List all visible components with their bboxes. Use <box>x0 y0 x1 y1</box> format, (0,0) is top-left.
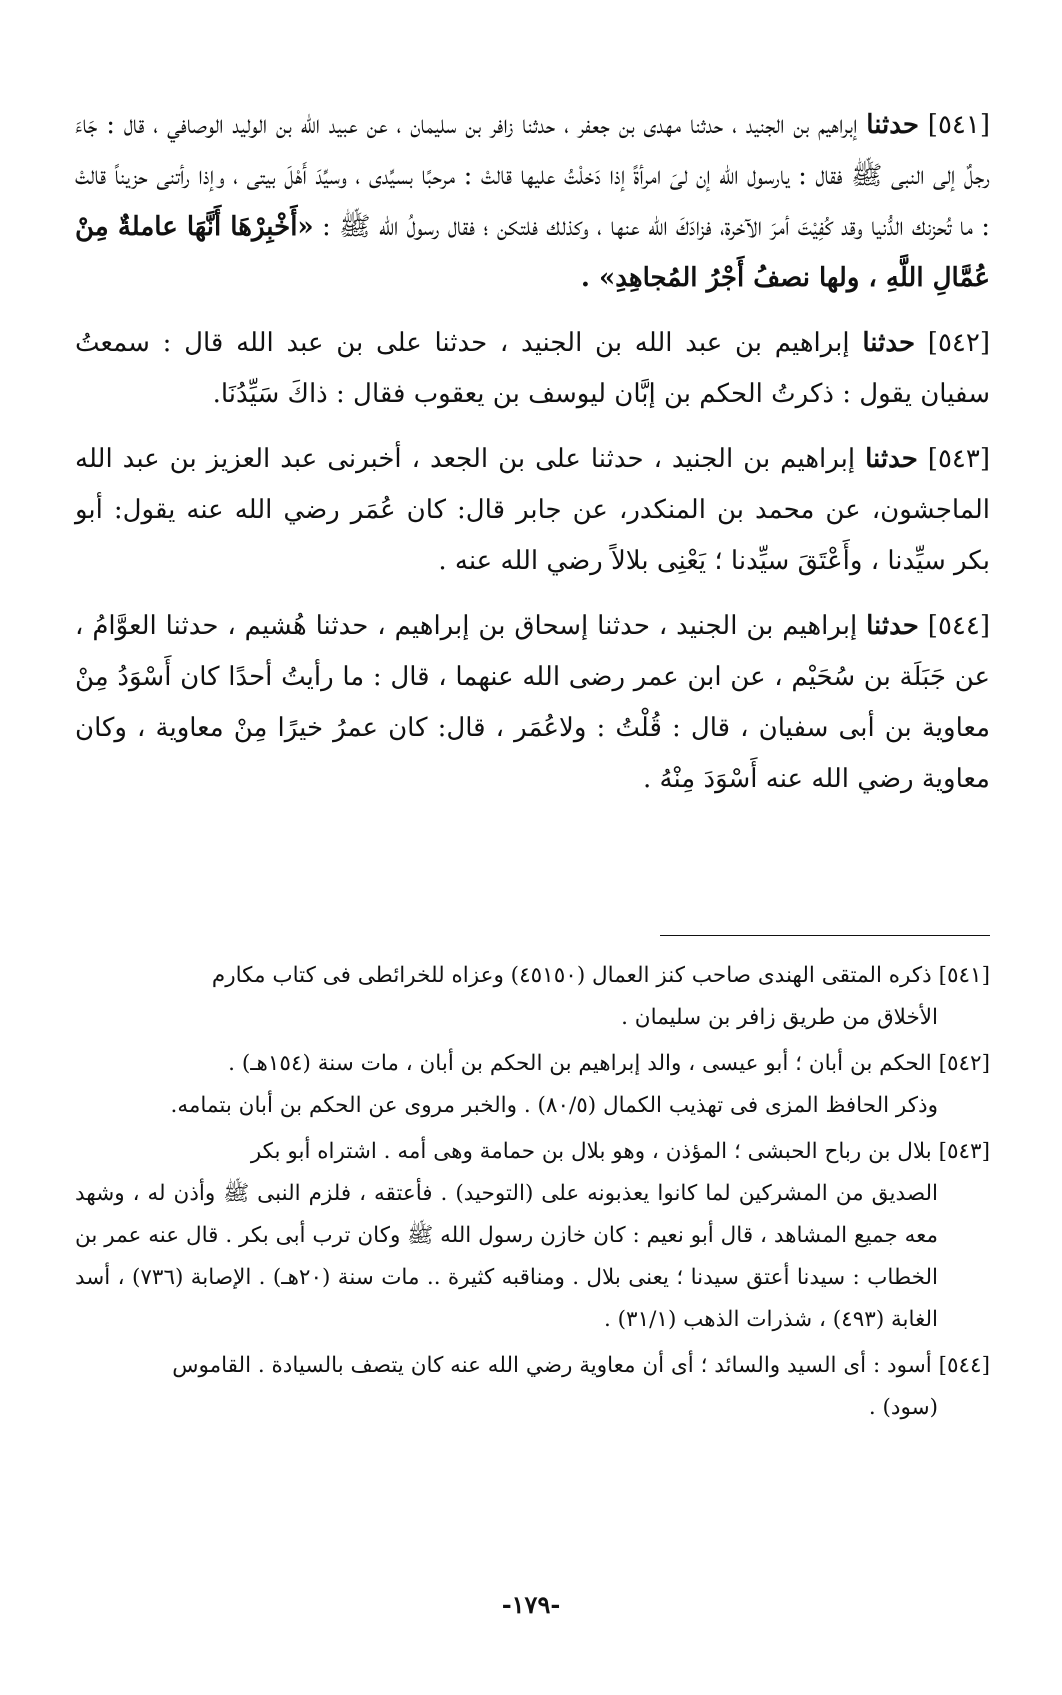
footnote-number: [٥٤٣] <box>938 1139 990 1164</box>
hadith-text: إبراهيم بن عبد الله بن الجنيد ، حدثنا على بن عبد الله قال : سمعتُ سفيان يقول : ذكرتُ الحكم بن إبَّان ليوسف بن يعقوب فقال : ذاكَ سَيِّدُنَا. <box>75 328 990 409</box>
footnote-continuation: وذكر الحافظ المزى فى تهذيب الكمال (٨٠/٥) . والخبر مروى عن الحكم بن أبان بتمامه. <box>170 1093 938 1118</box>
main-text <box>75 100 990 819</box>
hadith-opening: حدثنا <box>865 444 918 474</box>
hadith-number: [٥٤٢] <box>927 328 991 358</box>
hadith-number: [٥٤٣] <box>927 444 990 474</box>
hadith-opening: حدثنا <box>866 110 920 140</box>
footnote-541 <box>75 955 990 1039</box>
footnote-continuation: الأخلاق من طريق زافر بن سليمان . <box>621 1005 938 1030</box>
footnote-text: أسود : أى السيد والسائد ؛ أى أن معاوية رضي الله عنه كان يتصف بالسيادة . القاموس <box>172 1353 932 1378</box>
footnote-text: ذكره المتقى الهندى صاحب كنز العمال (٤٥١٥٠) وعزاه للخرائطى فى كتاب مكارم <box>211 963 932 988</box>
hadith-text: إبراهيم بن الجنيد ، حدثنا مهدى بن جعفر ، حدثنا زافر بن سليمان ، عن عبيد الله بن الوليد الوصافي ، قال : جَاءَ رجلٌ إلى النبى ﷺ فقال : يارسول الله إن لىَ امرأةً إذا دَخلْتُ عليها قالتْ : مرحبًا بسيِّدى ، وسيِّدَ أَهْلَ بيتى ، وإذا رأتنى حزيناً قالتْ : ما تُحزنك الدُّنيا وقد كُفِيْتَ أمرَ الآخرة، فزادَكَ الله عنها ، وكذلك فلتكن ؛ فقال رسولُ الله ﷺ : <box>75 110 991 242</box>
footnote-number: [٥٤٤] <box>938 1353 990 1378</box>
footnote-continuation: (سود) . <box>868 1395 938 1420</box>
footnotes <box>75 955 990 1433</box>
footnote-number: [٥٤١] <box>938 963 990 988</box>
page-number: -١٧٩- <box>501 1590 561 1619</box>
hadith-opening: حدثنا <box>866 611 919 641</box>
footnote-text: الحكم بن أبان ؛ أبو عيسى ، والد إبراهيم بن الحكم بن أبان ، مات سنة (١٥٤هـ) . <box>228 1051 932 1076</box>
hadith-text: إبراهيم بن الجنيد ، حدثنا إسحاق بن إبراهيم ، حدثنا هُشيم ، حدثنا العوَّامُ ، عن جَبَلَة بن سُحَيْم ، عن ابن عمر رضى الله عنهما ، قال : ما رأيتُ أحدًا كان أَسْوَدُ مِنْ معاوية بن أبى سفيان ، قال : قُلْتُ : ولاعُمَر ، قال: كان عمرُ خيرًا مِنْ معاوية ، وكان معاوية رضي الله عنه أَسْوَدَ مِنْهُ . <box>75 611 990 794</box>
hadith-541 <box>75 100 990 304</box>
footnote-542 <box>75 1043 990 1127</box>
hadith-quote: «أَخْبِرْهَا أَنَّهَا عاملةٌ مِنْ عُمَّالِ اللَّهِ ، ولها نصفُ أَجْرُ المُجاهِدِ» . <box>75 212 990 293</box>
footnote-separator <box>660 935 990 936</box>
footnote-544 <box>75 1345 990 1429</box>
footnote-continuation: الصديق من المشركين لما كانوا يعذبونه على (التوحيد) . فأعتقه ، فلزم النبى ﷺ وأذن له ، وشهد معه جميع المشاهد ، قال أبو نعيم : كان خازن رسول الله ﷺ وكان ترب أبى بكر . قال عنه عمر بن الخطاب : سيدنا أعتق سيدنا ؛ يعنى بلال . ومناقبه كثيرة .. مات سنة (٢٠هـ) . الإصابة (٧٣٦) ، أسد الغابة (٤٩٣) ، شذرات الذهب (٣١/١) . <box>75 1181 938 1332</box>
hadith-number: [٥٤٤] <box>927 611 991 641</box>
footnote-543 <box>75 1131 990 1341</box>
hadith-544 <box>75 601 990 805</box>
footnote-number: [٥٤٢] <box>938 1051 990 1076</box>
hadith-543 <box>75 434 990 587</box>
hadith-number: [٥٤١] <box>927 110 990 140</box>
hadith-text: إبراهيم بن الجنيد ، حدثنا على بن الجعد ، أخبرنى عبد العزيز بن عبد الله الماجشون، عن محمد بن المنكدر، عن جابر قال: كان عُمَر رضي الله عنه يقول: أبو بكر سيِّدنا ، وأَعْتَقَ سيِّدنا ؛ يَعْنِى بلالاً رضي الله عنه . <box>75 444 990 576</box>
footnote-text: بلال بن رباح الحبشى ؛ المؤذن ، وهو بلال بن حمامة وهى أمه . اشتراه أبو بكر <box>250 1139 932 1164</box>
hadith-542 <box>75 318 990 420</box>
hadith-opening: حدثنا <box>862 328 916 358</box>
